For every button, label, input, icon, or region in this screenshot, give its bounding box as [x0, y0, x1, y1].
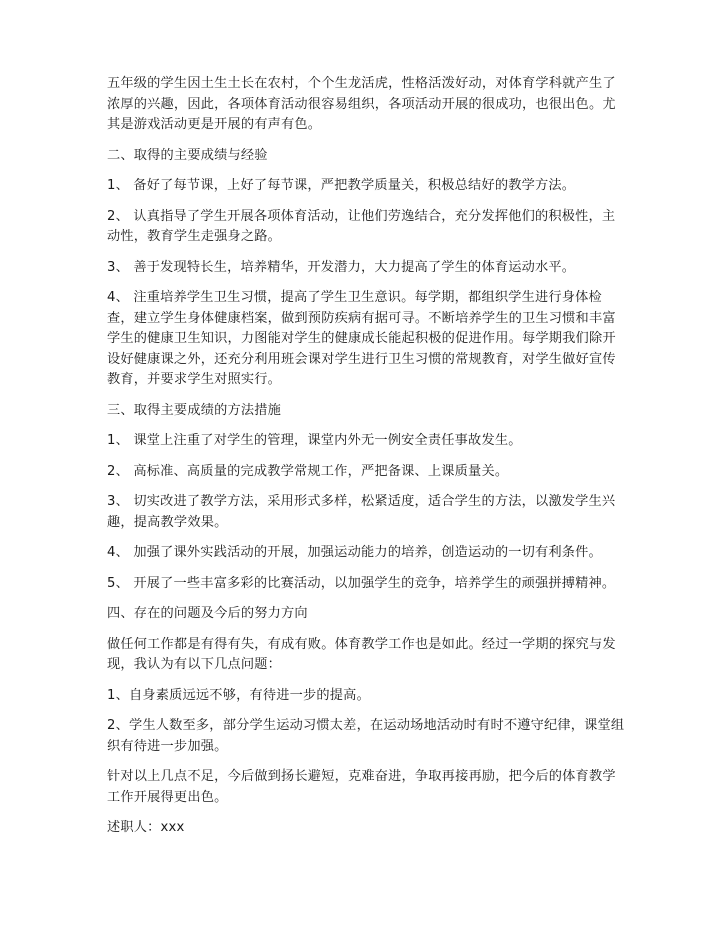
section-heading-methods: 三、取得主要成绩的方法措施 [107, 402, 282, 418]
method-item-2: 2、 高标准、高质量的完成教学常规工作，严把备课、上课质量关。 [107, 463, 509, 479]
closing-paragraph: 针对以上几点不足，今后做到扬长避短，克难奋进，争取再接再励，把今后的体育教学工作开展得更出色。 [107, 769, 616, 805]
signature-line: 述职人：xxx [107, 820, 185, 835]
method-item-3: 3、 切实改进了教学方法，采用形式多样，松紧适度，适合学生的方法，以激发学生兴趣，提高教学效果。 [107, 494, 616, 530]
achievement-item-3: 3、 善于发现特长生，培养精华，开发潜力，大力提高了学生的体育运动水平。 [107, 259, 576, 275]
achievement-item-2: 2、 认真指导了学生开展各项体育活动，让他们劳逸结合，充分发挥他们的积极性，主动性，教育学生走强身之路。 [107, 208, 616, 244]
intro-paragraph: 五年级的学生因土生土长在农村，个个生龙活虎，性格活泼好动，对体育学科就产生了浓厚的兴趣，因此，各项体育活动很容易组织，各项活动开展的很成功，也很出色。尤其是游戏活动更是开展的有声有色。 [107, 76, 616, 132]
achievement-item-4: 4、 注重培养学生卫生习惯，提高了学生卫生意识。每学期，都组织学生进行身体检查，建立学生身体健康档案，做到预防疾病有据可寻。不断培养学生的卫生习惯和丰富学生的健康卫生知识，力图能对学生的健康成长能起积极的促进作用。每学期我们除开设好健康课之外，还充分利用班会课对学生进行卫生习惯的常规教育，对学生做好宣传教育，并要求学生对照实行。 [107, 290, 616, 387]
document-body [107, 74, 627, 839]
problem-item-1: 1、自身素质远远不够，有待进一步的提高。 [107, 687, 370, 703]
problems-intro-paragraph: 做任何工作都是有得有失，有成有败。体育教学工作也是如此。经过一学期的探究与发现，我认为有以下几点问题： [107, 636, 616, 672]
section-heading-problems: 四、存在的问题及今后的努力方向 [107, 606, 308, 621]
problem-item-2: 2、学生人数至多，部分学生运动习惯太差，在运动场地活动时有时不遵守纪律，课堂组织有待进一步加强。 [107, 718, 625, 754]
method-item-1: 1、 课堂上注重了对学生的管理，课堂内外无一例安全责任事故发生。 [107, 433, 522, 448]
method-item-5: 5、 开展了一些丰富多彩的比赛活动，以加强学生的竞争，培养学生的顽强拼搏精神。 [107, 575, 616, 591]
achievement-item-1: 1、 备好了每节课，上好了每节课，严把教学质量关，积极总结好的教学方法。 [107, 178, 576, 193]
method-item-4: 4、 加强了课外实践活动的开展，加强运动能力的培养，创造运动的一切有利条件。 [107, 545, 602, 560]
section-heading-achievements: 二、取得的主要成绩与经验 [107, 147, 268, 163]
